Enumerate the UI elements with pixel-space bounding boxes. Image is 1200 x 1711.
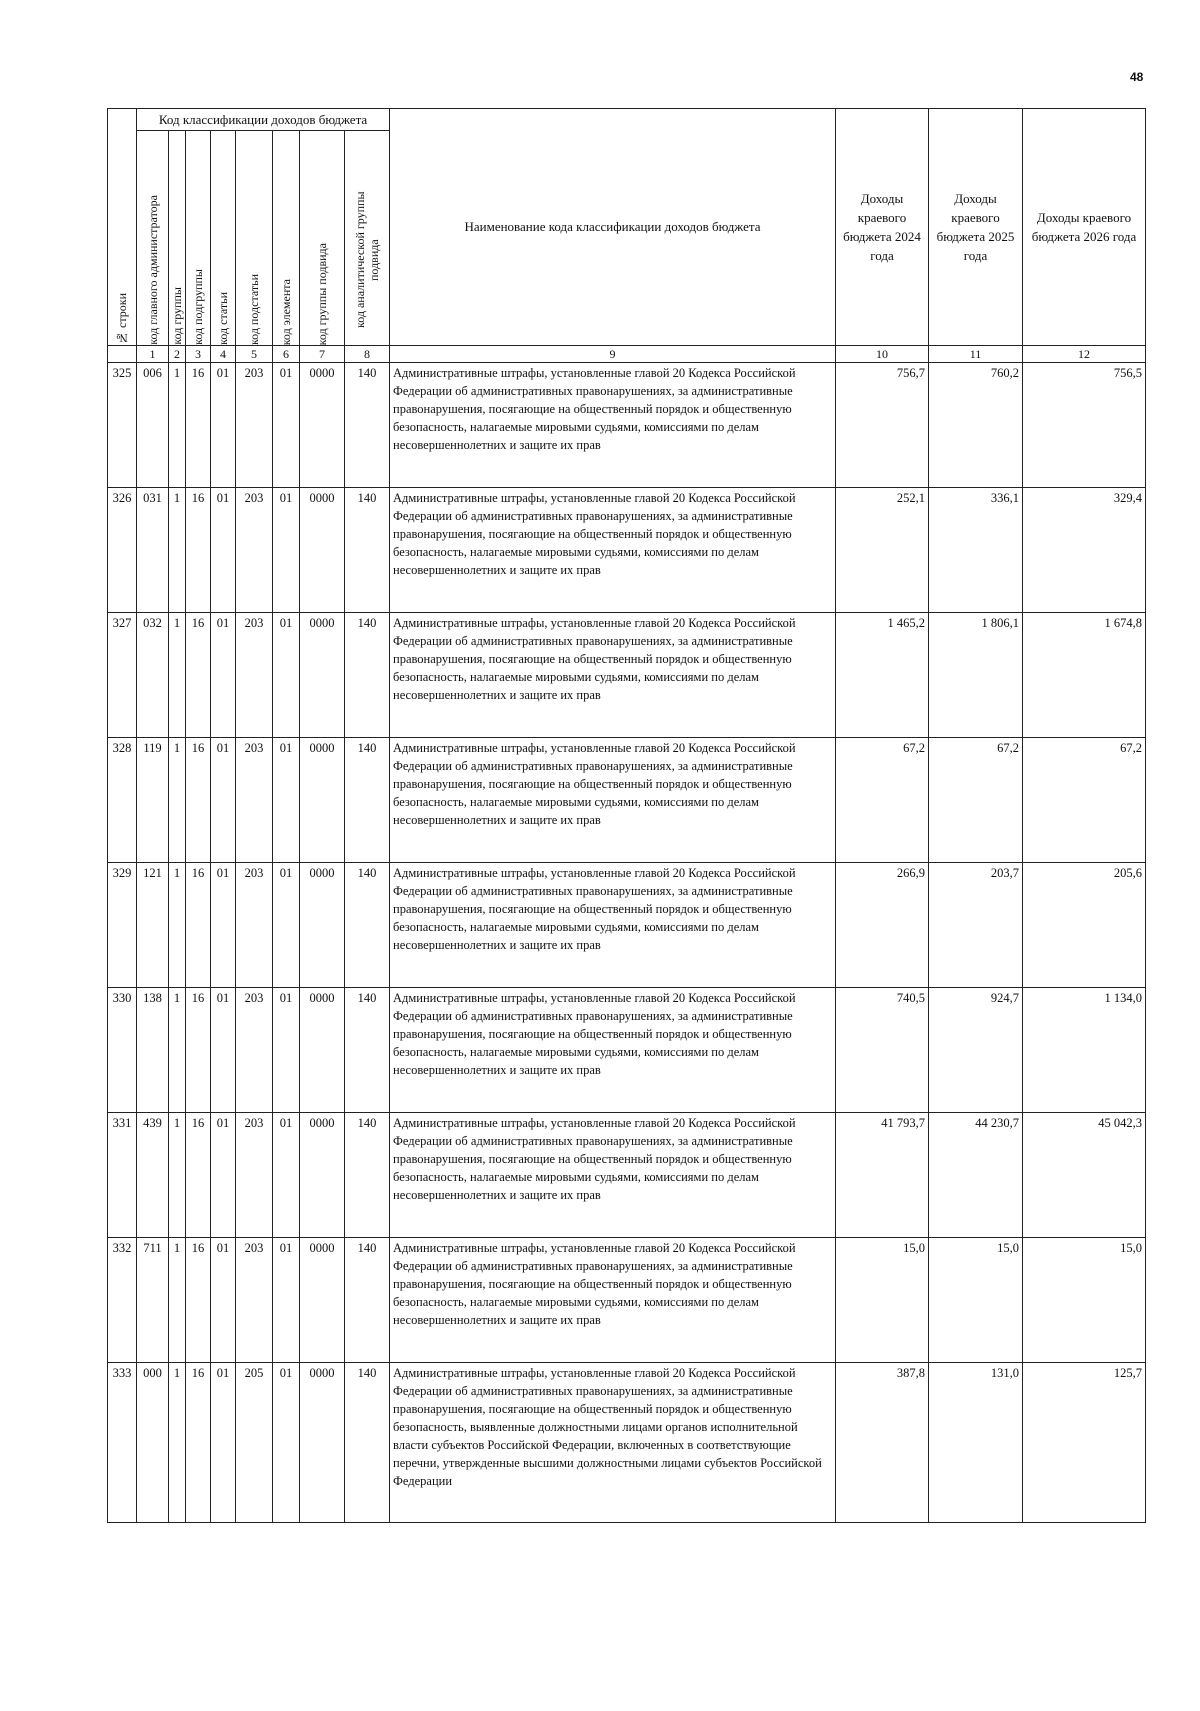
element-code: 01 (273, 488, 300, 613)
subtype-group-code: 0000 (300, 738, 345, 863)
admin-code: 439 (137, 1113, 169, 1238)
row-number: 329 (108, 863, 137, 988)
header-income-2025: Доходы краевого бюджета 2025 года (929, 109, 1023, 346)
article-code: 01 (211, 738, 236, 863)
article-code: 01 (211, 863, 236, 988)
header-element-code: код элемента (273, 131, 300, 346)
subgroup-code: 16 (186, 738, 211, 863)
table-row (108, 863, 1146, 988)
subtype-group-code: 0000 (300, 1113, 345, 1238)
income-2024: 67,2 (836, 738, 929, 863)
income-2024: 756,7 (836, 363, 929, 488)
header-article-code: код статьи (211, 131, 236, 346)
analytic-group-code: 140 (345, 988, 390, 1113)
subgroup-code: 16 (186, 1238, 211, 1363)
subgroup-code: 16 (186, 1363, 211, 1523)
subgroup-code: 16 (186, 1113, 211, 1238)
row-number: 333 (108, 1363, 137, 1523)
table-row (108, 988, 1146, 1113)
column-number: 8 (345, 346, 390, 363)
group-code: 1 (169, 988, 186, 1113)
subarticle-code: 205 (236, 1363, 273, 1523)
element-code: 01 (273, 613, 300, 738)
header-group-code: код группы (169, 131, 186, 346)
subtype-group-code: 0000 (300, 1363, 345, 1523)
income-2025: 336,1 (929, 488, 1023, 613)
admin-code: 711 (137, 1238, 169, 1363)
group-code: 1 (169, 613, 186, 738)
element-code: 01 (273, 1238, 300, 1363)
header-admin-code: код главного администратора (137, 131, 169, 346)
subgroup-code: 16 (186, 613, 211, 738)
element-code: 01 (273, 738, 300, 863)
analytic-group-code: 140 (345, 863, 390, 988)
row-number: 328 (108, 738, 137, 863)
article-code: 01 (211, 488, 236, 613)
code-name: Административные штрафы, установленные главой 20 Кодекса Российской Федерации об административных правонарушениях, за административные правонарушения, посягающие на общественный порядок и общественную безопасность, налагаемые мировыми судьями, комиссиями по делам несовершеннолетних и защите их прав (390, 363, 836, 488)
code-name: Административные штрафы, установленные главой 20 Кодекса Российской Федерации об административных правонарушениях, за административные правонарушения, посягающие на общественный порядок и общественную безопасность, налагаемые мировыми судьями, комиссиями по делам несовершеннолетних и защите их прав (390, 488, 836, 613)
row-number: 325 (108, 363, 137, 488)
analytic-group-code: 140 (345, 738, 390, 863)
row-number: 332 (108, 1238, 137, 1363)
column-number: 6 (273, 346, 300, 363)
group-code: 1 (169, 738, 186, 863)
column-number: 4 (211, 346, 236, 363)
element-code: 01 (273, 1113, 300, 1238)
table-row (108, 738, 1146, 863)
income-2025: 924,7 (929, 988, 1023, 1113)
group-code: 1 (169, 1113, 186, 1238)
income-2026: 1 134,0 (1023, 988, 1146, 1113)
code-name: Административные штрафы, установленные главой 20 Кодекса Российской Федерации об административных правонарушениях, за административные правонарушения, посягающие на общественный порядок и общественную безопасность, налагаемые мировыми судьями, комиссиями по делам несовершеннолетних и защите их прав (390, 738, 836, 863)
element-code: 01 (273, 863, 300, 988)
column-number: 10 (836, 346, 929, 363)
article-code: 01 (211, 1238, 236, 1363)
admin-code: 119 (137, 738, 169, 863)
group-code: 1 (169, 1238, 186, 1363)
income-2024: 15,0 (836, 1238, 929, 1363)
subtype-group-code: 0000 (300, 988, 345, 1113)
row-number: 327 (108, 613, 137, 738)
element-code: 01 (273, 1363, 300, 1523)
income-2026: 67,2 (1023, 738, 1146, 863)
header-subarticle-code: код подстатьи (236, 131, 273, 346)
row-number: 326 (108, 488, 137, 613)
income-2024: 41 793,7 (836, 1113, 929, 1238)
column-number: 2 (169, 346, 186, 363)
analytic-group-code: 140 (345, 613, 390, 738)
subgroup-code: 16 (186, 863, 211, 988)
header-code-name: Наименование кода классификации доходов бюджета (390, 109, 836, 346)
group-code: 1 (169, 1363, 186, 1523)
code-name: Административные штрафы, установленные главой 20 Кодекса Российской Федерации об административных правонарушениях, за административные правонарушения, посягающие на общественный порядок и общественную безопасность, налагаемые мировыми судьями, комиссиями по делам несовершеннолетних и защите их прав (390, 988, 836, 1113)
income-2026: 45 042,3 (1023, 1113, 1146, 1238)
column-number: 5 (236, 346, 273, 363)
admin-code: 138 (137, 988, 169, 1113)
table-row (108, 613, 1146, 738)
subtype-group-code: 0000 (300, 1238, 345, 1363)
income-2024: 387,8 (836, 1363, 929, 1523)
income-2025: 44 230,7 (929, 1113, 1023, 1238)
income-2025: 760,2 (929, 363, 1023, 488)
subgroup-code: 16 (186, 488, 211, 613)
admin-code: 031 (137, 488, 169, 613)
income-2025: 1 806,1 (929, 613, 1023, 738)
article-code: 01 (211, 1113, 236, 1238)
row-number: 331 (108, 1113, 137, 1238)
subtype-group-code: 0000 (300, 363, 345, 488)
column-number: 11 (929, 346, 1023, 363)
income-2024: 740,5 (836, 988, 929, 1113)
income-2026: 329,4 (1023, 488, 1146, 613)
column-number: 9 (390, 346, 836, 363)
subarticle-code: 203 (236, 988, 273, 1113)
table-row (108, 1238, 1146, 1363)
income-2026: 15,0 (1023, 1238, 1146, 1363)
header-income-2026: Доходы краевого бюджета 2026 года (1023, 109, 1146, 346)
subarticle-code: 203 (236, 863, 273, 988)
code-name: Административные штрафы, установленные главой 20 Кодекса Российской Федерации об административных правонарушениях, за административные правонарушения, посягающие на общественный порядок и общественную безопасность, выявленные должностными лицами органов исполнительной власти субъектов Российской Федерации, включенных в соответствующие перечни, утвержденные высшими должностными лицами субъектов Российской Федерации (390, 1363, 836, 1523)
column-number: 12 (1023, 346, 1146, 363)
income-2025: 131,0 (929, 1363, 1023, 1523)
income-2025: 67,2 (929, 738, 1023, 863)
analytic-group-code: 140 (345, 1363, 390, 1523)
article-code: 01 (211, 988, 236, 1113)
header-income-2024: Доходы краевого бюджета 2024 года (836, 109, 929, 346)
income-2025: 15,0 (929, 1238, 1023, 1363)
analytic-group-code: 140 (345, 363, 390, 488)
group-code: 1 (169, 363, 186, 488)
subarticle-code: 203 (236, 1113, 273, 1238)
income-2026: 205,6 (1023, 863, 1146, 988)
subarticle-code: 203 (236, 738, 273, 863)
header-classification-code: Код классификации доходов бюджета (137, 109, 390, 131)
subgroup-code: 16 (186, 363, 211, 488)
code-name: Административные штрафы, установленные главой 20 Кодекса Российской Федерации об административных правонарушениях, за административные правонарушения, посягающие на общественный порядок и общественную безопасность, налагаемые мировыми судьями, комиссиями по делам несовершеннолетних и защите их прав (390, 613, 836, 738)
income-2026: 756,5 (1023, 363, 1146, 488)
article-code: 01 (211, 613, 236, 738)
subtype-group-code: 0000 (300, 613, 345, 738)
admin-code: 000 (137, 1363, 169, 1523)
subarticle-code: 203 (236, 613, 273, 738)
table-row (108, 488, 1146, 613)
column-number: 3 (186, 346, 211, 363)
column-number: 1 (137, 346, 169, 363)
analytic-group-code: 140 (345, 488, 390, 613)
admin-code: 121 (137, 863, 169, 988)
income-2024: 1 465,2 (836, 613, 929, 738)
subarticle-code: 203 (236, 363, 273, 488)
header-row-number: № строки (108, 109, 137, 346)
admin-code: 032 (137, 613, 169, 738)
table-row (108, 1113, 1146, 1238)
code-name: Административные штрафы, установленные главой 20 Кодекса Российской Федерации об административных правонарушениях, за административные правонарушения, посягающие на общественный порядок и общественную безопасность, налагаемые мировыми судьями, комиссиями по делам несовершеннолетних и защите их прав (390, 1238, 836, 1363)
table-row (108, 363, 1146, 488)
subtype-group-code: 0000 (300, 863, 345, 988)
table-row (108, 1363, 1146, 1523)
admin-code: 006 (137, 363, 169, 488)
header-subgroup-code: код подгруппы (186, 131, 211, 346)
code-name: Административные штрафы, установленные главой 20 Кодекса Российской Федерации об административных правонарушениях, за административные правонарушения, посягающие на общественный порядок и общественную безопасность, налагаемые мировыми судьями, комиссиями по делам несовершеннолетних и защите их прав (390, 1113, 836, 1238)
column-number-1 (108, 346, 137, 363)
subarticle-code: 203 (236, 1238, 273, 1363)
analytic-group-code: 140 (345, 1238, 390, 1363)
element-code: 01 (273, 988, 300, 1113)
article-code: 01 (211, 363, 236, 488)
element-code: 01 (273, 363, 300, 488)
income-2024: 252,1 (836, 488, 929, 613)
header-subtype-group-code: код группы подвида (300, 131, 345, 346)
row-number: 330 (108, 988, 137, 1113)
subgroup-code: 16 (186, 988, 211, 1113)
income-classification-table (107, 108, 1146, 1523)
subarticle-code: 203 (236, 488, 273, 613)
income-2024: 266,9 (836, 863, 929, 988)
column-number-row (108, 346, 1146, 363)
article-code: 01 (211, 1363, 236, 1523)
group-code: 1 (169, 488, 186, 613)
income-2025: 203,7 (929, 863, 1023, 988)
income-2026: 1 674,8 (1023, 613, 1146, 738)
analytic-group-code: 140 (345, 1113, 390, 1238)
header-analytic-group-code: код аналитической группы подвида (345, 131, 390, 346)
subtype-group-code: 0000 (300, 488, 345, 613)
column-number: 7 (300, 346, 345, 363)
group-code: 1 (169, 863, 186, 988)
code-name: Административные штрафы, установленные главой 20 Кодекса Российской Федерации об административных правонарушениях, за административные правонарушения, посягающие на общественный порядок и общественную безопасность, налагаемые мировыми судьями, комиссиями по делам несовершеннолетних и защите их прав (390, 863, 836, 988)
page-number: 48 (1130, 70, 1144, 84)
income-2026: 125,7 (1023, 1363, 1146, 1523)
